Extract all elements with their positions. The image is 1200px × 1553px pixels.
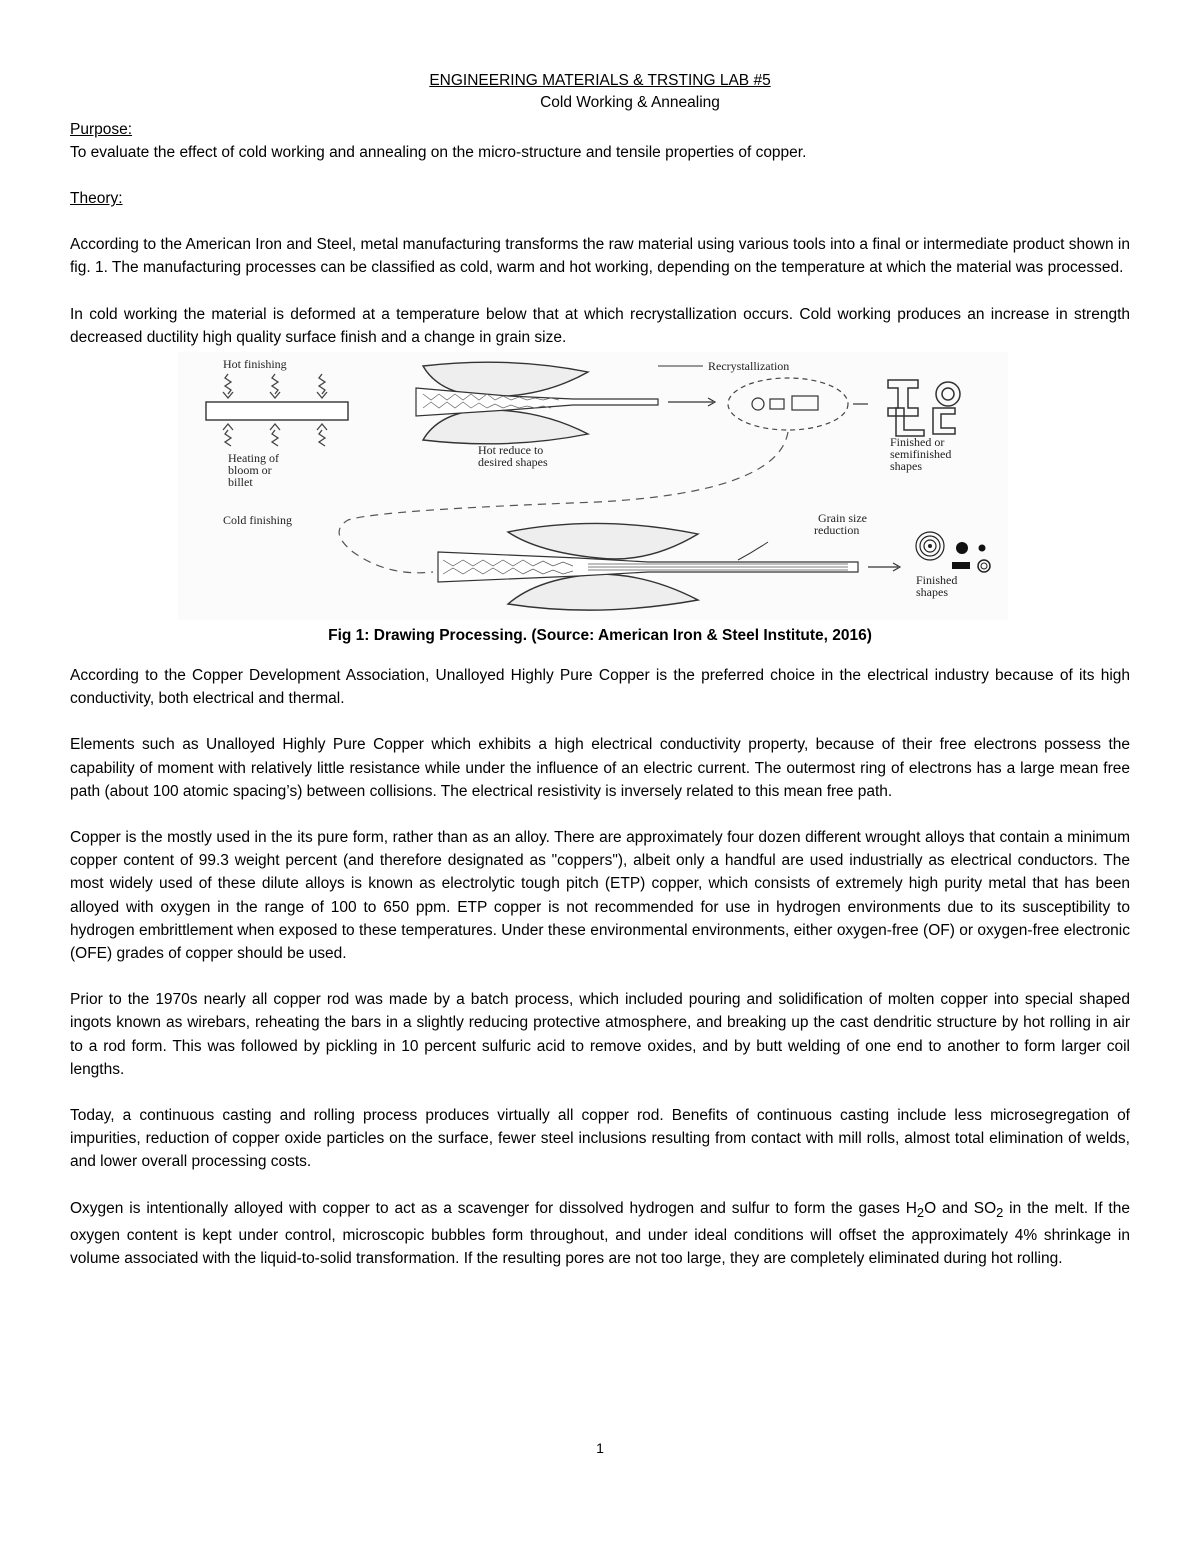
body-paragraph-5: Copper is the mostly used in the its pure form, rather than as an alloy. There are approximately four dozen different wrought alloys that contain a minimum copper content of 99.3 weight percent (and therefore designated as "coppers"), albeit only a handful are used industrially as electrical conductors. The most widely used of these dilute alloys is known as electrolytic tough pitch (ETP) copper, which consists of extremely high purity metal that has been alloyed with oxygen in the range of 100 to 650 ppm. ETP copper is not recommended for use in hydrogen environments due to its susceptibility to hydrogen embrittlement when exposed to these temperatures. Under these environmental environments, either oxygen-free (OF) or oxygen-free electronic (OFE) grades of copper should be used.: [70, 829, 1130, 963]
finished-shapes-top: [888, 380, 960, 436]
hot-finishing-label: Hot finishing: [223, 357, 287, 372]
finished-shapes-bottom: [916, 532, 990, 572]
document-title: ENGINEERING MATERIALS & TRSTING LAB #5: [429, 72, 771, 89]
heating-label-3: billet: [228, 475, 253, 490]
theory-paragraph-1: According to the American Iron and Steel, metal manufacturing transforms the raw material using various tools into a final or intermediate product shown in fig. 1. The manufacturing processes can be classified as cold, warm and hot working, depending on the temperature at which the material was processed.: [70, 236, 1130, 277]
document-subtitle: Cold Working & Annealing: [540, 94, 720, 111]
finished-or-label-1: Finished or: [890, 435, 945, 450]
heating-label-1: Heating of: [228, 451, 279, 466]
body-paragraph-8: [70, 1197, 1130, 1271]
hot-roll-bottom: [423, 410, 588, 444]
p8-part-b: O and SO: [924, 1199, 997, 1217]
page-number: 1: [596, 1440, 604, 1456]
body-paragraph-7: Today, a continuous casting and rolling process produces virtually all copper rod. Benefits of continuous casting include less microsegregation of impurities, reduction of copper oxide particles on the surface, fewer steel inclusions resulting from contact with mill rolls, almost total elimination of welds, and lower overall processing costs.: [70, 1107, 1130, 1171]
p8-part-a: Oxygen is intentionally alloyed with copper to act as a scavenger for dissolved hydrogen and sulfur to form the gases H: [70, 1199, 917, 1217]
recrystallization-label: Recrystallization: [708, 359, 790, 374]
p8-part-c: in the melt. If the oxygen content is kept under control, microscopic bubbles form throughout, and under ideal conditions will offset the approximately 4% shrinkage in volume associated with the liquid-to-solid transformation. If the resulting pores are not too large, they are completely eliminated during hot rolling.: [70, 1199, 1130, 1268]
theory-heading: Theory:: [70, 190, 123, 208]
purpose-heading: Purpose:: [70, 121, 133, 138]
finished-or-label-2: semifinished: [890, 447, 952, 462]
recrystallization-ellipse: [728, 378, 848, 430]
finished-label-2: shapes: [916, 585, 948, 600]
document-page: [70, 70, 1130, 1270]
h2o-subscript: 2: [916, 1204, 925, 1220]
so2-subscript: 2: [996, 1204, 1004, 1220]
hot-reduce-label-2: desired shapes: [478, 455, 548, 470]
body-paragraph-3: According to the Copper Development Association, Unalloyed Highly Pure Copper is the preferred choice in the electrical industry because of its high conductivity, both electrical and thermal.: [70, 667, 1130, 708]
heating-label-2: bloom or: [228, 463, 272, 478]
figure-caption: Fig 1: Drawing Processing. (Source: American Iron & Steel Institute, 2016): [328, 627, 872, 645]
drawing-process-figure: [178, 352, 1008, 620]
body-paragraph-4: Elements such as Unalloyed Highly Pure Copper which exhibits a high electrical conductivity property, because of their free electrons possess the capability of moment with relatively little resistance while under the influence of an electric current. The outermost ring of electrons has a large mean free path (about 100 atomic spacing’s) between collisions. The electrical resistivity is inversely related to this mean free path.: [70, 736, 1130, 800]
heat-arrows-bottom: [223, 424, 327, 446]
finished-label-1: Finished: [916, 573, 958, 588]
billet-bar: [206, 402, 348, 420]
purpose-text: To evaluate the effect of cold working and annealing on the micro-structure and tensile properties of copper.: [70, 144, 807, 161]
cold-roll-bottom: [508, 574, 698, 610]
cold-finishing-label: Cold finishing: [223, 513, 293, 528]
heat-arrows-top: [223, 374, 327, 398]
finished-or-label-3: shapes: [890, 459, 922, 474]
grain-size-label-1: Grain size: [818, 511, 867, 526]
process-diagram: [178, 352, 1008, 620]
grain-size-label-2: reduction: [814, 523, 860, 538]
cold-roll-top: [508, 523, 698, 559]
theory-paragraph-2: In cold working the material is deformed at a temperature below that at which recrystallization occurs. Cold working produces an increase in strength decreased ductility high quality surface finish and a change in grain size.: [70, 305, 1130, 346]
hot-reduce-label-1: Hot reduce to: [478, 443, 544, 458]
body-paragraph-6: Prior to the 1970s nearly all copper rod was made by a batch process, which included pouring and solidification of molten copper into special shaped ingots known as wirebars, reheating the bars in a slightly reducing protective atmosphere, and breaking up the cast dendritic structure by hot rolling in air to a rod form. This was followed by pickling in 10 percent sulfuric acid to remove oxides, and by butt welding of one end to another to form larger coil lengths.: [70, 991, 1130, 1078]
